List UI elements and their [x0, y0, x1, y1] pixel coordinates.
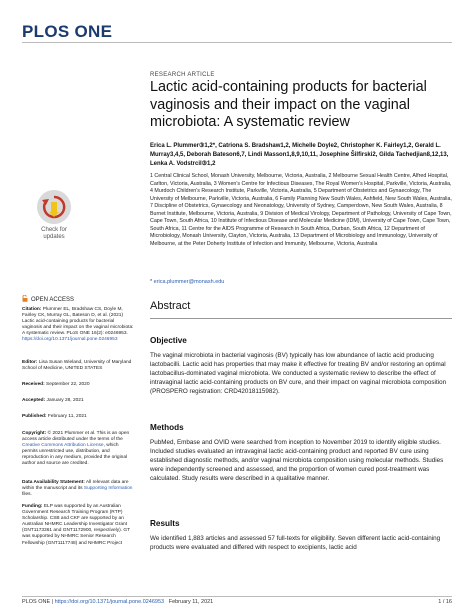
- footer-journal: PLOS ONE: [22, 599, 51, 605]
- data-availability-block: [22, 480, 134, 498]
- published-label: Published:: [22, 414, 47, 419]
- page-number: 1 / 16: [438, 599, 452, 605]
- data-availability-text-1: All relevant data are within the manuscript and its: [22, 480, 129, 492]
- journal-logo: PLOS ONE: [22, 22, 113, 41]
- check-for-updates-badge[interactable]: [32, 190, 76, 241]
- published-block: [22, 414, 134, 420]
- editor-label: Editor:: [22, 360, 38, 365]
- funding-text: ELP was supported by an Australian Government Research Training Program (RTP) Scholarship. CSB and CKF are supported by an Australian NHMRC Leadership Investigator Grant (GNT1173361 and GNT1172900, respectively). GT was supported by NHMRC Senior Research Fellowship (GNT1117748) and NHMRC Project: [22, 504, 130, 546]
- corr-email-link[interactable]: erica.plummer@monash.edu: [153, 279, 225, 285]
- results-heading: Results: [150, 519, 180, 528]
- open-access-text: OPEN ACCESS: [31, 297, 75, 303]
- accepted-label: Accepted:: [22, 398, 46, 403]
- footer-doi-link[interactable]: https://doi.org/10.1371/journal.pone.0246953: [54, 599, 165, 605]
- editor-text: Lisa Susan Wieland, University of Maryland School of Medicine, UNITED STATES: [22, 360, 132, 372]
- received-label: Received:: [22, 382, 45, 387]
- abstract-heading: Abstract: [150, 300, 191, 312]
- received-block: [22, 382, 134, 388]
- editor-block: [22, 360, 134, 372]
- accepted-date: January 28, 2021: [46, 398, 84, 403]
- data-availability-text-2: files.: [22, 492, 32, 498]
- open-lock-icon: [22, 295, 28, 302]
- citation-text: Plummer EL, Bradshaw CS, Doyle M, Fairley CK, Murray GL, Bateson D, et al. (2021) Lactic acid-containing products for bacterial vaginosis and their impact on the vaginal microbiota: A systematic review. PLoS ONE 16(2): e0246953.: [22, 307, 134, 337]
- corr-prefix: *: [150, 279, 154, 285]
- article-type-label: RESEARCH ARTICLE: [150, 72, 215, 78]
- corresponding-author: [150, 279, 224, 285]
- funding-block: [22, 504, 134, 547]
- affiliations: 1 Central Clinical School, Monash University, Melbourne, Victoria, Australia, 2 Melbourne Sexual Health Centre, Alfred Hospital, Carlton, Victoria, Australia, 3 Women's Centre for Infectious Diseases, The Royal Women's Hospital, Parkville, Victoria, Australia, 4 Murdoch Children's Research Institute, Parkville, Victoria, Australia, 5 Department of Obstetrics and Gynaecology, The University of Melbourne, Parkville, Victoria, Australia, 6 Family Planning New South Wales, Ashfield, New South Wales, Australia, 7 Discipline of Obstetrics, Gynaecology and Neonatology, University of Sydney, Camperdown, New South Wales, Australia, 8 Burnet Institute, Melbourne, Victoria, Australia, 9 Division of Medical Virology, Department of Pathology, University of Cape Town, Cape Town, South Africa, 10 Institute of Infectious Disease and Molecular Medicine (IDM), University of Cape Town, Cape Town, South Africa, 11 Centre for the AIDS Programme of Research in South Africa, Durban, South Africa, 12 Department of Microbiology, Monash University, Clayton, Victoria, Australia, 13 Department of Microbiology and Immunology, University of Melbourne, at the Peter Doherty Institute of Infection and Immunity, Melbourne, Victoria, Australia: [150, 173, 452, 247]
- methods-text: PubMed, Embase and OVID were searched from inception to November 2019 to identify eligible studies. Included studies evaluated an intravaginal lactic acid-containing product and reported BV cure using established diagnostic methods, and/or vaginal microbiota composition using molecular methods. Studies were independently screened and assessed, and the proportion of women cured post-treatment was calculated. Study results were described in a qualitative manner.: [150, 439, 444, 483]
- badge-label: Check for updates: [41, 227, 67, 240]
- update-icon: [37, 190, 71, 224]
- objective-heading: Objective: [150, 336, 187, 345]
- data-availability-label: Data Availability Statement:: [22, 480, 85, 485]
- copyright-label: Copyright:: [22, 431, 47, 436]
- footer-date: February 11, 2021: [168, 599, 214, 605]
- methods-heading: Methods: [150, 423, 184, 432]
- accepted-block: [22, 398, 134, 404]
- copyright-text-1: © 2021 Plummer et al. This is an open access article distributed under the terms of the: [22, 431, 130, 443]
- header-divider: [22, 42, 452, 43]
- objective-text: The vaginal microbiota in bacterial vaginosis (BV) typically has low abundance of lactic acid producing lactobacilli. Lactic acid has properties that may make it effective for treating BV and/or restoring an optimal lactobacillus-dominated vaginal microbiota. We conducted a systematic review to describe the effect of intravaginal lactic acid-containing products on BV cure, and their impact on vaginal microbiota composition (PROSPERO registration: CRD42018115982).: [150, 352, 447, 396]
- open-access-label: [22, 295, 74, 303]
- article-title: Lactic acid-containing products for bacterial vaginosis and their impact on the vaginal microbiota: A systematic review: [150, 79, 427, 130]
- copyright-text-2: , which permits unrestricted use, distribution, and reproduction in any medium, provided the original author and source are credited.: [22, 443, 128, 467]
- license-link[interactable]: Creative Commons Attribution License: [22, 443, 104, 449]
- footer-info: PLOS ONE | https://doi.org/10.1371/journal.pone.0246953 February 11, 2021: [22, 599, 214, 605]
- published-date: February 11, 2021: [47, 414, 87, 419]
- copyright-block: [22, 431, 134, 468]
- author-list: Erica L. Plummer③1,2*, Catriona S. Bradshaw1,2, Michelle Doyle2, Christopher K. Fairley1,2, Gerald L. Murray3,4,5, Deborah Bateson6,7, Lindi Masson1,8,9,10,11, Josephine Šilfirski2, Gilda Tachedjian8,12,13, Lenka A. Vodstrcil③1,2: [150, 143, 449, 167]
- results-text: We identified 1,883 articles and assessed 57 full-texts for eligibility. Seven different lactic acid-containing products were evaluated and differed with respect to excipients, lactic acid: [150, 535, 441, 552]
- abstract-divider: [150, 318, 452, 319]
- received-date: September 22, 2020: [46, 382, 90, 387]
- funding-label: Funding:: [22, 504, 43, 509]
- supporting-info-link[interactable]: Supporting Information: [83, 486, 133, 492]
- citation-block: [22, 307, 134, 344]
- citation-label: Citation:: [22, 307, 42, 312]
- footer-divider: [22, 596, 452, 597]
- citation-doi-link[interactable]: https://doi.org/10.1371/journal.pone.0246953: [22, 337, 118, 343]
